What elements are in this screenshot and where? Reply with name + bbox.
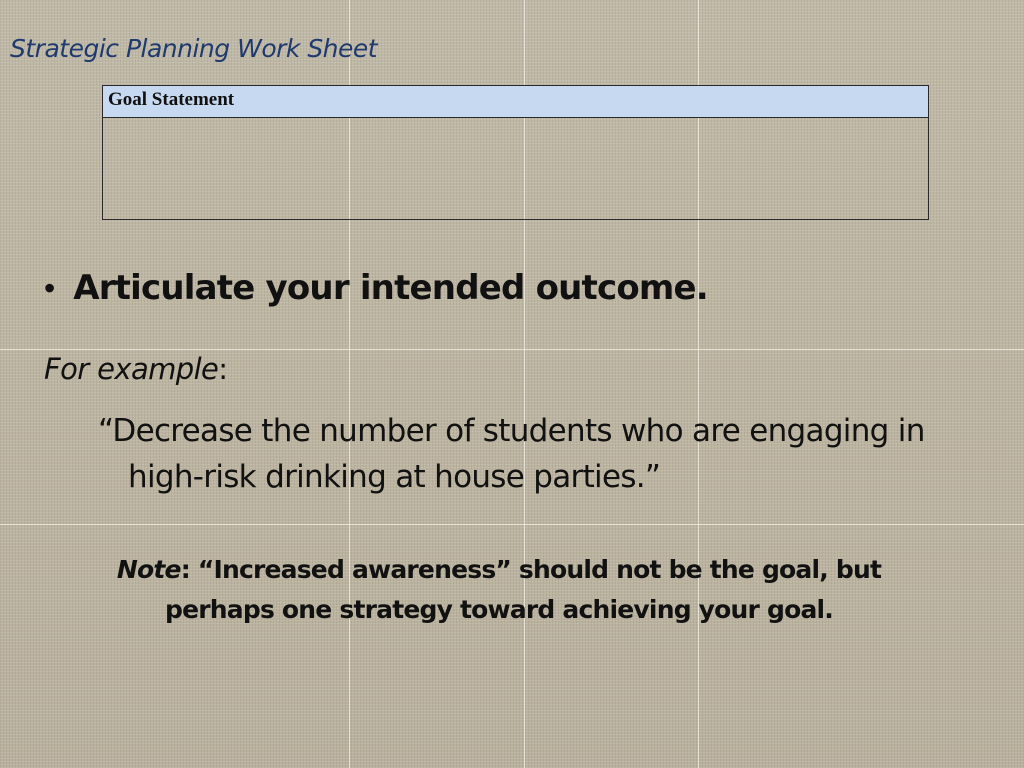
- note-paragraph: [80, 550, 918, 630]
- note-label: Note: [116, 555, 181, 584]
- goal-statement-table: [102, 85, 929, 220]
- example-label-colon: :: [218, 352, 228, 386]
- bullet-icon: •: [44, 270, 56, 306]
- tile-divider: [0, 349, 1024, 350]
- slide-title: Strategic Planning Work Sheet: [10, 34, 378, 63]
- example-quote: “Decrease the number of students who are engaging in high-risk drinking at house parties.”: [98, 413, 925, 495]
- note-text: : “Increased awareness” should not be the goal, but perhaps one strategy toward achieving your goal.: [165, 555, 882, 624]
- example-label-text: For example: [44, 352, 219, 386]
- example-label: [44, 352, 227, 386]
- goal-statement-header: Goal Statement: [103, 86, 928, 118]
- goal-statement-cell[interactable]: [103, 118, 928, 218]
- bullet-text: Articulate your intended outcome.: [73, 268, 708, 308]
- tile-divider: [0, 524, 1024, 525]
- bullet-item: [44, 268, 708, 308]
